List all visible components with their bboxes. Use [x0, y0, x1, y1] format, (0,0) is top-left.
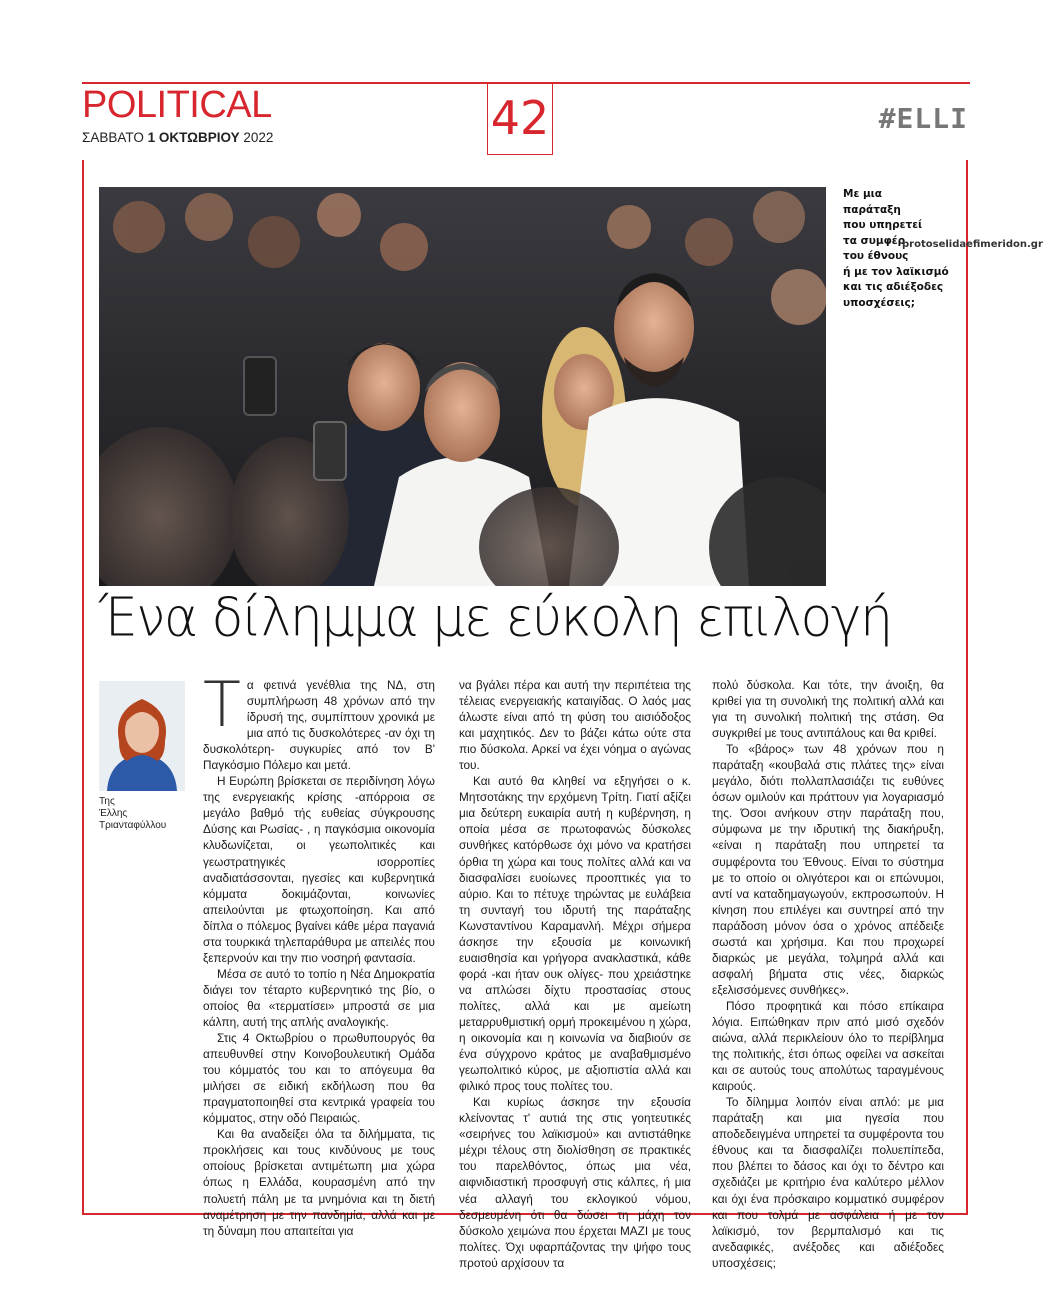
- paragraph: [203, 668, 435, 773]
- watermark: protoselidaefimeridon.gr: [902, 239, 1043, 250]
- headline: Ένα δίλημμα με εύκολη επιλογή: [99, 587, 892, 649]
- section-title: POLITICAL: [82, 84, 272, 126]
- paragraph: Πόσο προφητικά και πόσο επίκαιρα λόγια. Ειπώθηκαν πριν από μισό σχεδόν αιώνα, αλλά περικλείουν όλο το περίβλημα της πολιτικής, έτσι όπως οφείλει να ασκείται και σε αυτούς τους απολύτως ταραγμένους καιρούς.: [712, 998, 944, 1094]
- date-day-month: 1 ΟΚΤΩΒΡΙΟΥ: [147, 130, 240, 145]
- paragraph: Η Ευρώπη βρίσκεται σε περιδίνηση λόγω της ενεργειακής κρίσης -απόρροια σε μεγάλο βαθμό τής ευθείας σύγκρουσης Δύσης και Ρωσίας- , η παγκόσμια οικονομία κλυδωνίζεται, οι γεωπολιτικές και γεωστρατηγικές ισορροπίες αναδιατάσσονται, ηγεσίες και κυβερνητικά κόμματα δοκιμάζονται, κοινωνίες απειλούνται με φτωχοποίηση. Και από δίπλα ο πόλεμος βγαίνει κάθε μέρα παγανιά στα τουρκικά τηλεπαράθυρα με απειλές που ξεπερνούν και την πιο νοσηρή φαντασία.: [203, 774, 435, 965]
- paragraph: Το «βάρος» των 48 χρόνων που η παράταξη «κουβαλά στις πλάτες της» είναι μεγάλο, διότι πολλαπλασιάζει τις ευθύνες όσων ομιλούν και πράττουν για λογαριασμό της. Όσοι ανήκουν στην παράταξη που, σύμφωνα με την ιδρυτική της διακήρυξη, «είναι η παράταξη που υπηρετεί τα συμφέροντα του Έθνους. Είναι το σύστημα με το οποίο οι ολιγότεροι και οι επώνυμοι, αντί να καταδημαγωγούν, εκπροσωπούν. Η κίνηση που επιλέγει και συντηρεί από την παράδοση μόνον όσα ο χρόνος απέδειξε σωστά και χρήσιμα. Και που προχωρεί διαρκώς με μεγάλα, τολμηρά αλλά και ασφαλή βήματα στις νέες, διαρκώς εξελισσόμενες συνθήκες».: [712, 742, 944, 997]
- article-column-1: [203, 668, 435, 1239]
- issue-date: [82, 130, 273, 145]
- byline: [99, 796, 189, 832]
- drop-cap: Τ: [203, 668, 241, 741]
- paragraph: Στις 4 Οκτωβρίου ο πρωθυπουργός θα απευθυνθεί στην Κοινοβουλευτική Ομάδα του κόμματός του και το απόγευμα θα μιλήσει σε ειδική εκδήλωση που θα πραγματοποιηθεί στα κεντρικά γραφεία του κόμματος, στην οδό Πειραιώς.: [203, 1031, 435, 1126]
- paragraph: Το δίλημμα λοιπόν είναι απλό: με μια παράταξη και μια ηγεσία που αποδεδειγμένα υπηρετεί τα συμφέροντα του έθνους και τα διασφαλίζει πολυεπίπεδα, που βλέπει το δάσος και όχι το δέντρο και σχεδιάζει με κριτήριο ένα καλύτερο μέλλον και όχι ένα πρόσκαιρο κομματικό συμφέρον και που τολμά με ασφάλεια ή με τον λαϊκισμό, τον βερμπαλισμό και τις ανεδαφικές, ανέξοδες και αδιέξοδες υποσχέσεις;: [712, 1095, 944, 1270]
- crowd-photo-illustration: [99, 187, 826, 586]
- byline-line-2: Έλλης: [99, 808, 128, 819]
- byline-line-1: Της: [99, 796, 115, 807]
- byline-line-3: Τριανταφύλλου: [99, 820, 167, 831]
- main-photo: [99, 187, 826, 586]
- paragraph: Και αυτό θα κληθεί να εξηγήσει ο κ. Μητσοτάκης την ερχόμενη Τρίτη. Γιατί αξίζει μια δεύτερη ευκαιρία αυτή η κυβέρνηση, η οποία μέσα σε πρωτοφανώς δύσκολες συνθήκες κατόρθωσε όχι μόνο να κρατήσει όρθια τη χώρα και τους πολίτες αλλά και να διασφαλίσει ευοίωνες προοπτικές για το αύριο. Και το πέτυχε τηρώντας με ευλάβεια τη συνταγή του ιδρυτή της παράταξης Κωνσταντίνου Καραμανλή. Μέχρι σήμερα άσκησε την εξουσία με κοινωνική ευαισθησία και γρήγορα ανακλαστικά, κάθε φορά -και ήταν ουκ ολίγες- που χρειάστηκε να απλώσει δίχτυ προστασίας στους πολίτες, αλλά και με αμείωτη μεταρρυθμιστική ορμή προκειμένου η χώρα, η οικονομία και η κοινωνία να διαβιούν σε ένα σύγχρονο κράτος με αναβαθμισμένο γεωπολιτικό κύρος, με αξιοπιστία αλλά και φιλικό προς τους πολίτες του.: [459, 774, 691, 1094]
- author-photo: [99, 681, 185, 791]
- article-column-2: [459, 677, 691, 1271]
- photo-caption: Με μια παράταξη που υπηρετεί τα συμφέρ του έθνους ή με τον λαϊκισμό και τις αδιέξοδες υποσχέσεις;: [843, 188, 949, 309]
- paragraph: Και κυρίως άσκησε την εξουσία κλείνοντας τ' αυτιά της στις γοητευτικές «σειρήνες του λαϊκισμού» και αντιστάθηκε μέχρι τέλους στη διολίσθηση σε πρακτικές του παρελθόντος, όπως μια νέα, αιφνιδιαστική προσφυγή στις κάλπες, ή μια νέα αλλαγή του εκλογικού νόμου, δεσμευμένη ότι θα δώσει τη μάχη τον δύσκολο χειμώνα που έρχεται ΜΑΖΙ με τους πολίτες. Όχι υφαρπάζοντας την ψήφο τους προτού αρχίσουν τα: [459, 1095, 691, 1270]
- paragraph: Και θα αναδείξει όλα τα διλήμματα, τις προκλήσεις και τους κινδύνους με τους οποίους βρίσκεται αντιμέτωπη μια χώρα όπως η Ελλάδα, κουρασμένη από την πολυετή πάλη με τα μνημόνια και τη διετή αναμέτρηση με την πανδημία, αλλά και με τη δύναμη που απαιτείται για: [203, 1127, 435, 1238]
- column-tag: #ELLI: [878, 102, 968, 135]
- paragraph: Μέσα σε αυτό το τοπίο η Νέα Δημοκρατία διάγει τον τέταρτο κυβερνητικό της βίο, ο οποίος θα «τερματίσει» μπροστά σε μια κάλπη, αυτή της απλής αναλογικής.: [203, 966, 435, 1029]
- paragraph-text: α φετινά γενέθλια της ΝΔ, στη συμπλήρωση 48 χρόνων από την ίδρυσή της, συμπίπτουν χρονικά με μια από τις δυσκολότερες -αν όχι τη δυσκολότερη- συγκυρίες από τον Β' Παγκόσμιο Πόλεμο και μετά.: [203, 678, 435, 773]
- page-number-box: [487, 82, 553, 155]
- date-year: 2022: [239, 130, 274, 145]
- article-column-3: [712, 677, 944, 1271]
- page-number: 42: [490, 91, 550, 145]
- author-portrait: [99, 681, 185, 791]
- paragraph: πολύ δύσκολα. Και τότε, την άνοιξη, θα κριθεί για τη συνολική της πολιτική αλλά και για τη συνολική πολιτική της στάση. Θα συγκριθεί με τους αντιπάλους και θα κριθεί.: [712, 678, 944, 741]
- paragraph: να βγάλει πέρα και αυτή την περιπέτεια της τέλειας ενεργειακής καταιγίδας. Ο λαός μας άλωστε είναι από τη φύση του αισιόδοξος και μαχητικός. Δεν το βάζει κάτω ούτε στα πιο δύσκολα. Αρκεί να έχει νόημα ο αγώνας του.: [459, 678, 691, 773]
- date-prefix: ΣΑΒΒΑΤΟ: [82, 130, 148, 145]
